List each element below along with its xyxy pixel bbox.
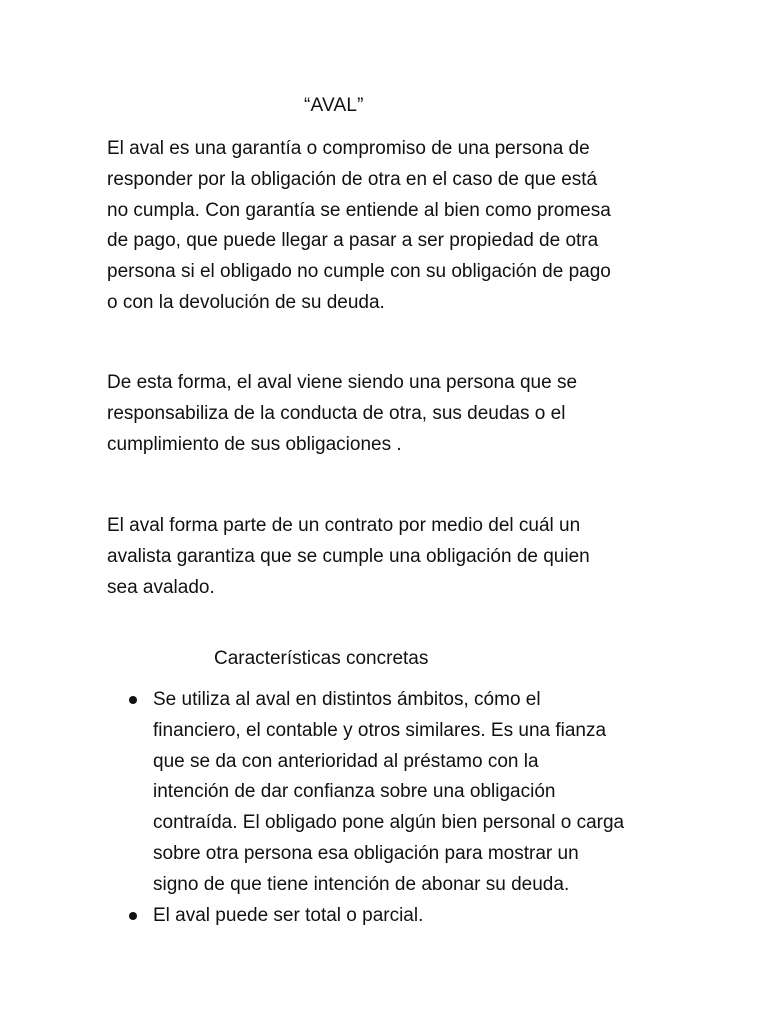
text-line: cumplimiento de sus obligaciones .: [107, 433, 402, 455]
bullet-icon: [129, 912, 137, 920]
text-line: sea avalado.: [107, 576, 215, 598]
characteristics-list: [107, 685, 687, 931]
text-line: persona si el obligado no cumple con su obligación de pago: [107, 261, 611, 283]
document-title: “AVAL”: [304, 95, 364, 116]
paragraph-contract: [107, 511, 667, 603]
section-subtitle: Características concretas: [214, 648, 429, 669]
text-line: que se da con anterioridad al préstamo con la: [153, 750, 539, 772]
text-line: El aval es una garantía o compromiso de una persona de: [107, 138, 590, 159]
paragraph-responsibility: [107, 368, 667, 460]
text-line: De esta forma, el aval viene siendo una persona que se: [107, 372, 578, 393]
list-item: [107, 685, 687, 901]
text-line: responsabiliza de la conducta de otra, sus deudas o el: [107, 402, 566, 424]
bullet-icon: [129, 696, 137, 704]
text-line: responder por la obligación de otra en el caso de que está: [107, 168, 598, 190]
text-line: Se utiliza al aval en distintos ámbitos, cómo el: [153, 689, 541, 710]
text-line: no cumpla. Con garantía se entiende al bien como promesa: [107, 199, 611, 221]
text-line: de pago, que puede llegar a pasar a ser propiedad de otra: [107, 230, 599, 252]
text-line: signo de que tiene intención de abonar su deuda.: [153, 873, 570, 895]
paragraph-definition: [107, 134, 667, 319]
text-line: El aval forma parte de un contrato por medio del cuál un: [107, 515, 581, 536]
list-item: [107, 901, 687, 932]
text-line: avalista garantiza que se cumple una obligación de quien: [107, 545, 590, 567]
text-line: financiero, el contable y otros similares. Es una fianza: [153, 719, 607, 741]
text-line: contraída. El obligado pone algún bien personal o carga: [153, 812, 625, 834]
text-line: o con la devolución de su deuda.: [107, 291, 385, 313]
text-line: intención de dar confianza sobre una obligación: [153, 781, 556, 803]
text-line: sobre otra persona esa obligación para mostrar un: [153, 842, 579, 864]
text-line: El aval puede ser total o parcial.: [153, 904, 424, 926]
